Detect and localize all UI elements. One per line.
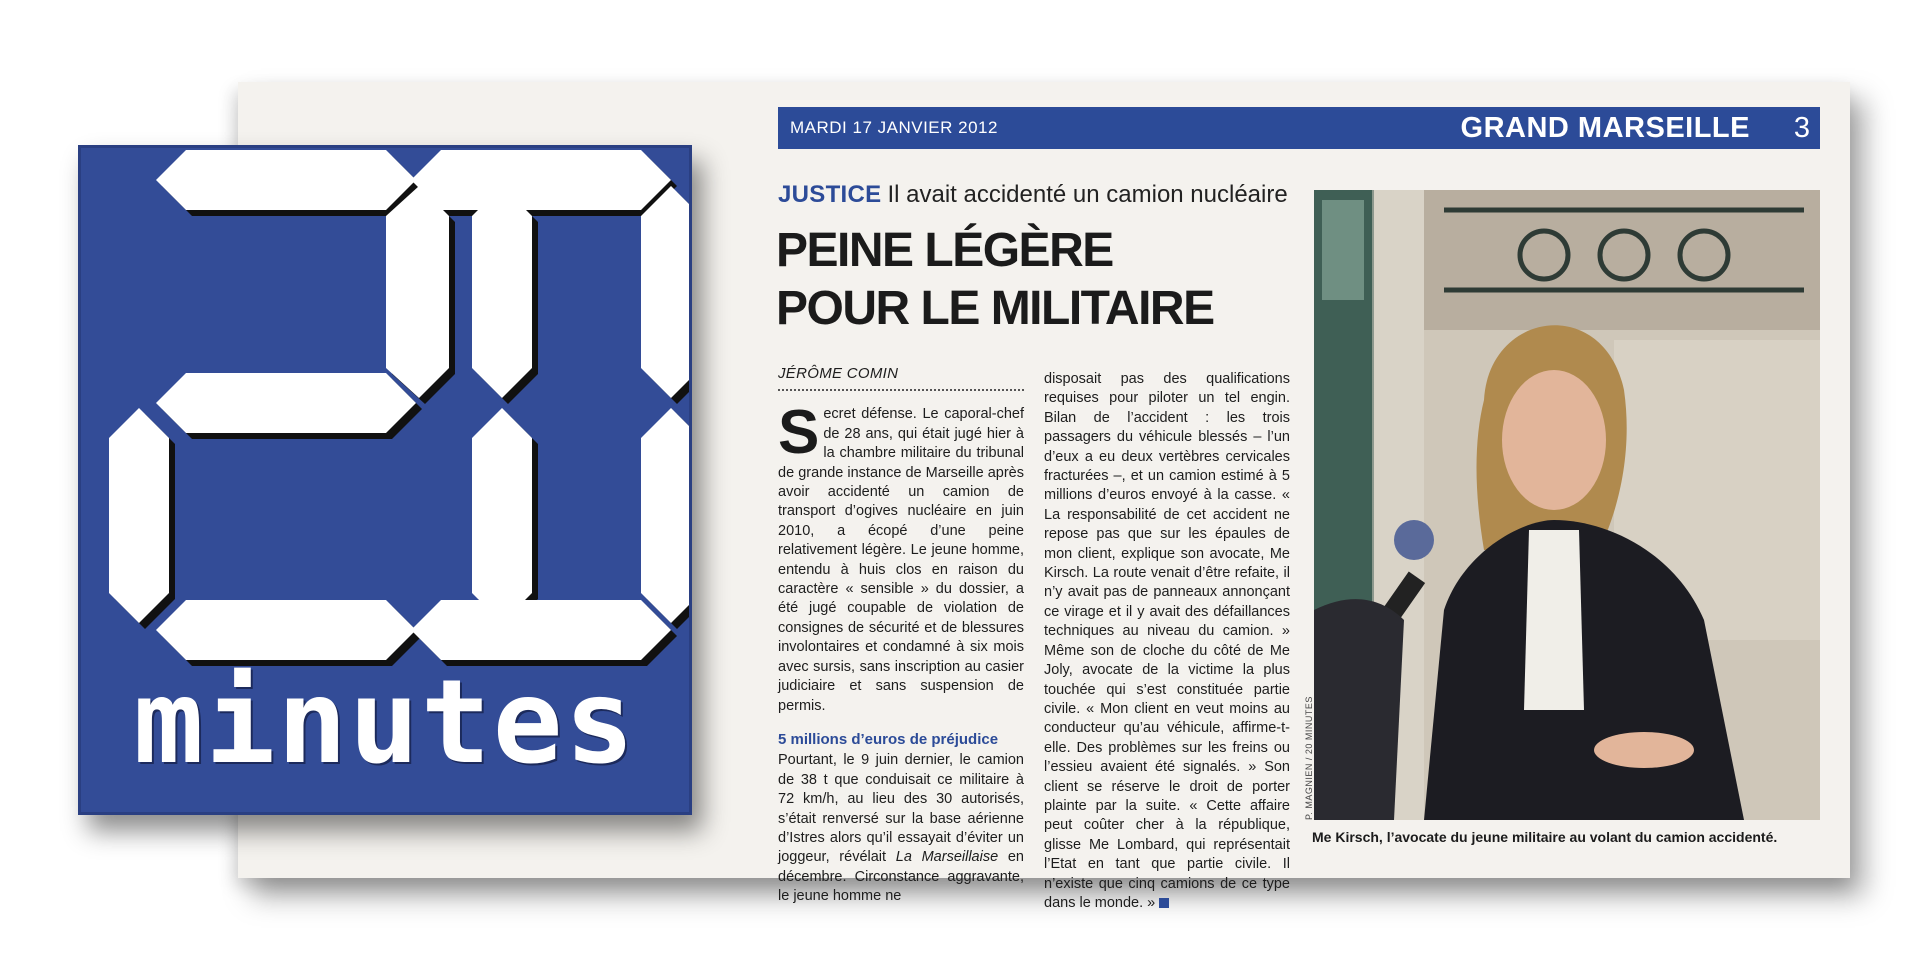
second-paragraph bbox=[778, 751, 1024, 906]
lead-text: ecret défense. Le caporal-chef de 28 ans, qui était jugé hier à la chambre militaire du tribunal de grande instance de Marseille après avoir accidenté un camion de transport d’ogives nucléaire en juin 2010, a écopé d’une peine relativement légère. Le jeune homme, entendu à huis clos en raison du caractère « sensible » du dossier, a été jugé coupable de violation de consignes de sécurité et de blessures involontaires et condamné à six mois avec sursis, sans inscription au casier judiciaire et sans suspension de permis. bbox=[778, 406, 1024, 714]
drop-cap: S bbox=[778, 398, 820, 468]
issue-date: MARDI 17 JANVIER 2012 bbox=[790, 118, 998, 137]
kicker-text: Il avait accidenté un camion nucléaire bbox=[887, 181, 1288, 208]
end-mark-icon bbox=[1159, 898, 1169, 908]
logo-wordmark: minutes bbox=[133, 655, 637, 790]
twenty-minutes-logo bbox=[78, 145, 692, 815]
section-title: GRAND MARSEILLE bbox=[1460, 112, 1750, 144]
column2-text: disposait pas des qualifications requises pour piloter un tel engin. Bilan de l’accident : les trois passagers du véhicule blessés – l’un d’eux a eu deux vertèbres cervicales fracturées –, et un camion estimé à 5 millions d’euros envoyé à la casse. « La responsabilité de cet accident ne repose pas que sur les épaules de mon client, explique son avocate, Me Kirsch. La route venait d’être refaite, il n’y avait pas de panneaux annonçant ce virage et il y avait des défaillances techniques au niveau du camion. » Même son de cloche du côté de Me Joly, avocate de la victime la plus touchée qui s’est constituée partie civile. « Mon client en veut moins au conducteur qu’au véhicule, affirme-t-elle. Des problèmes sur les freins ou l’essieu avaient été signalés. » Son client se réserve le droit de porter plainte par la suite. « Cette affaire peut coûter cher à la république, glisse Me Lombard, qui représentait l’Etat en tant que partie civile. Il n’existe que cinq camions de ce type dans le monde. » bbox=[1044, 371, 1290, 911]
photo-caption: Me Kirsch, l’avocate du jeune militaire au volant du camion accidenté. bbox=[1312, 829, 1778, 845]
lawyer-photo-illustration bbox=[1314, 190, 1820, 820]
author-byline: JÉRÔME COMIN bbox=[778, 364, 1024, 391]
article-column-1 bbox=[778, 364, 1024, 907]
paragraph2-text-b: en décembre. Circonstance aggravante, le jeune homme ne bbox=[778, 849, 1024, 905]
kicker-keyword: JUSTICE bbox=[778, 181, 882, 208]
article-kicker bbox=[778, 181, 1288, 209]
article-subhead: 5 millions d’euros de préjudice bbox=[778, 730, 999, 748]
lead-paragraph bbox=[778, 398, 1024, 716]
page-number: 3 bbox=[1793, 112, 1810, 144]
article-headline: PEINE LÉGÈRE POUR LE MILITAIRE bbox=[776, 224, 1214, 335]
article-photo bbox=[1314, 190, 1820, 820]
photo-credit: P. MAGNIEN / 20 MINUTES bbox=[1304, 696, 1314, 820]
newspaper-name: La Marseillaise bbox=[895, 849, 999, 866]
page-header-bar bbox=[778, 107, 1820, 149]
article-column-2 bbox=[1044, 370, 1290, 913]
seven-segment-number-graphic bbox=[81, 148, 689, 688]
paragraph2-text-a: Pourtant, le 9 juin dernier, le camion de 38 t que conduisait ce militaire à 72 km/h, au lieu des 30 autorisés, s’était renversé sur la base aérienne d’Istres alors qu’il essayait d’éviter un joggeur, révélait bbox=[778, 752, 1024, 866]
